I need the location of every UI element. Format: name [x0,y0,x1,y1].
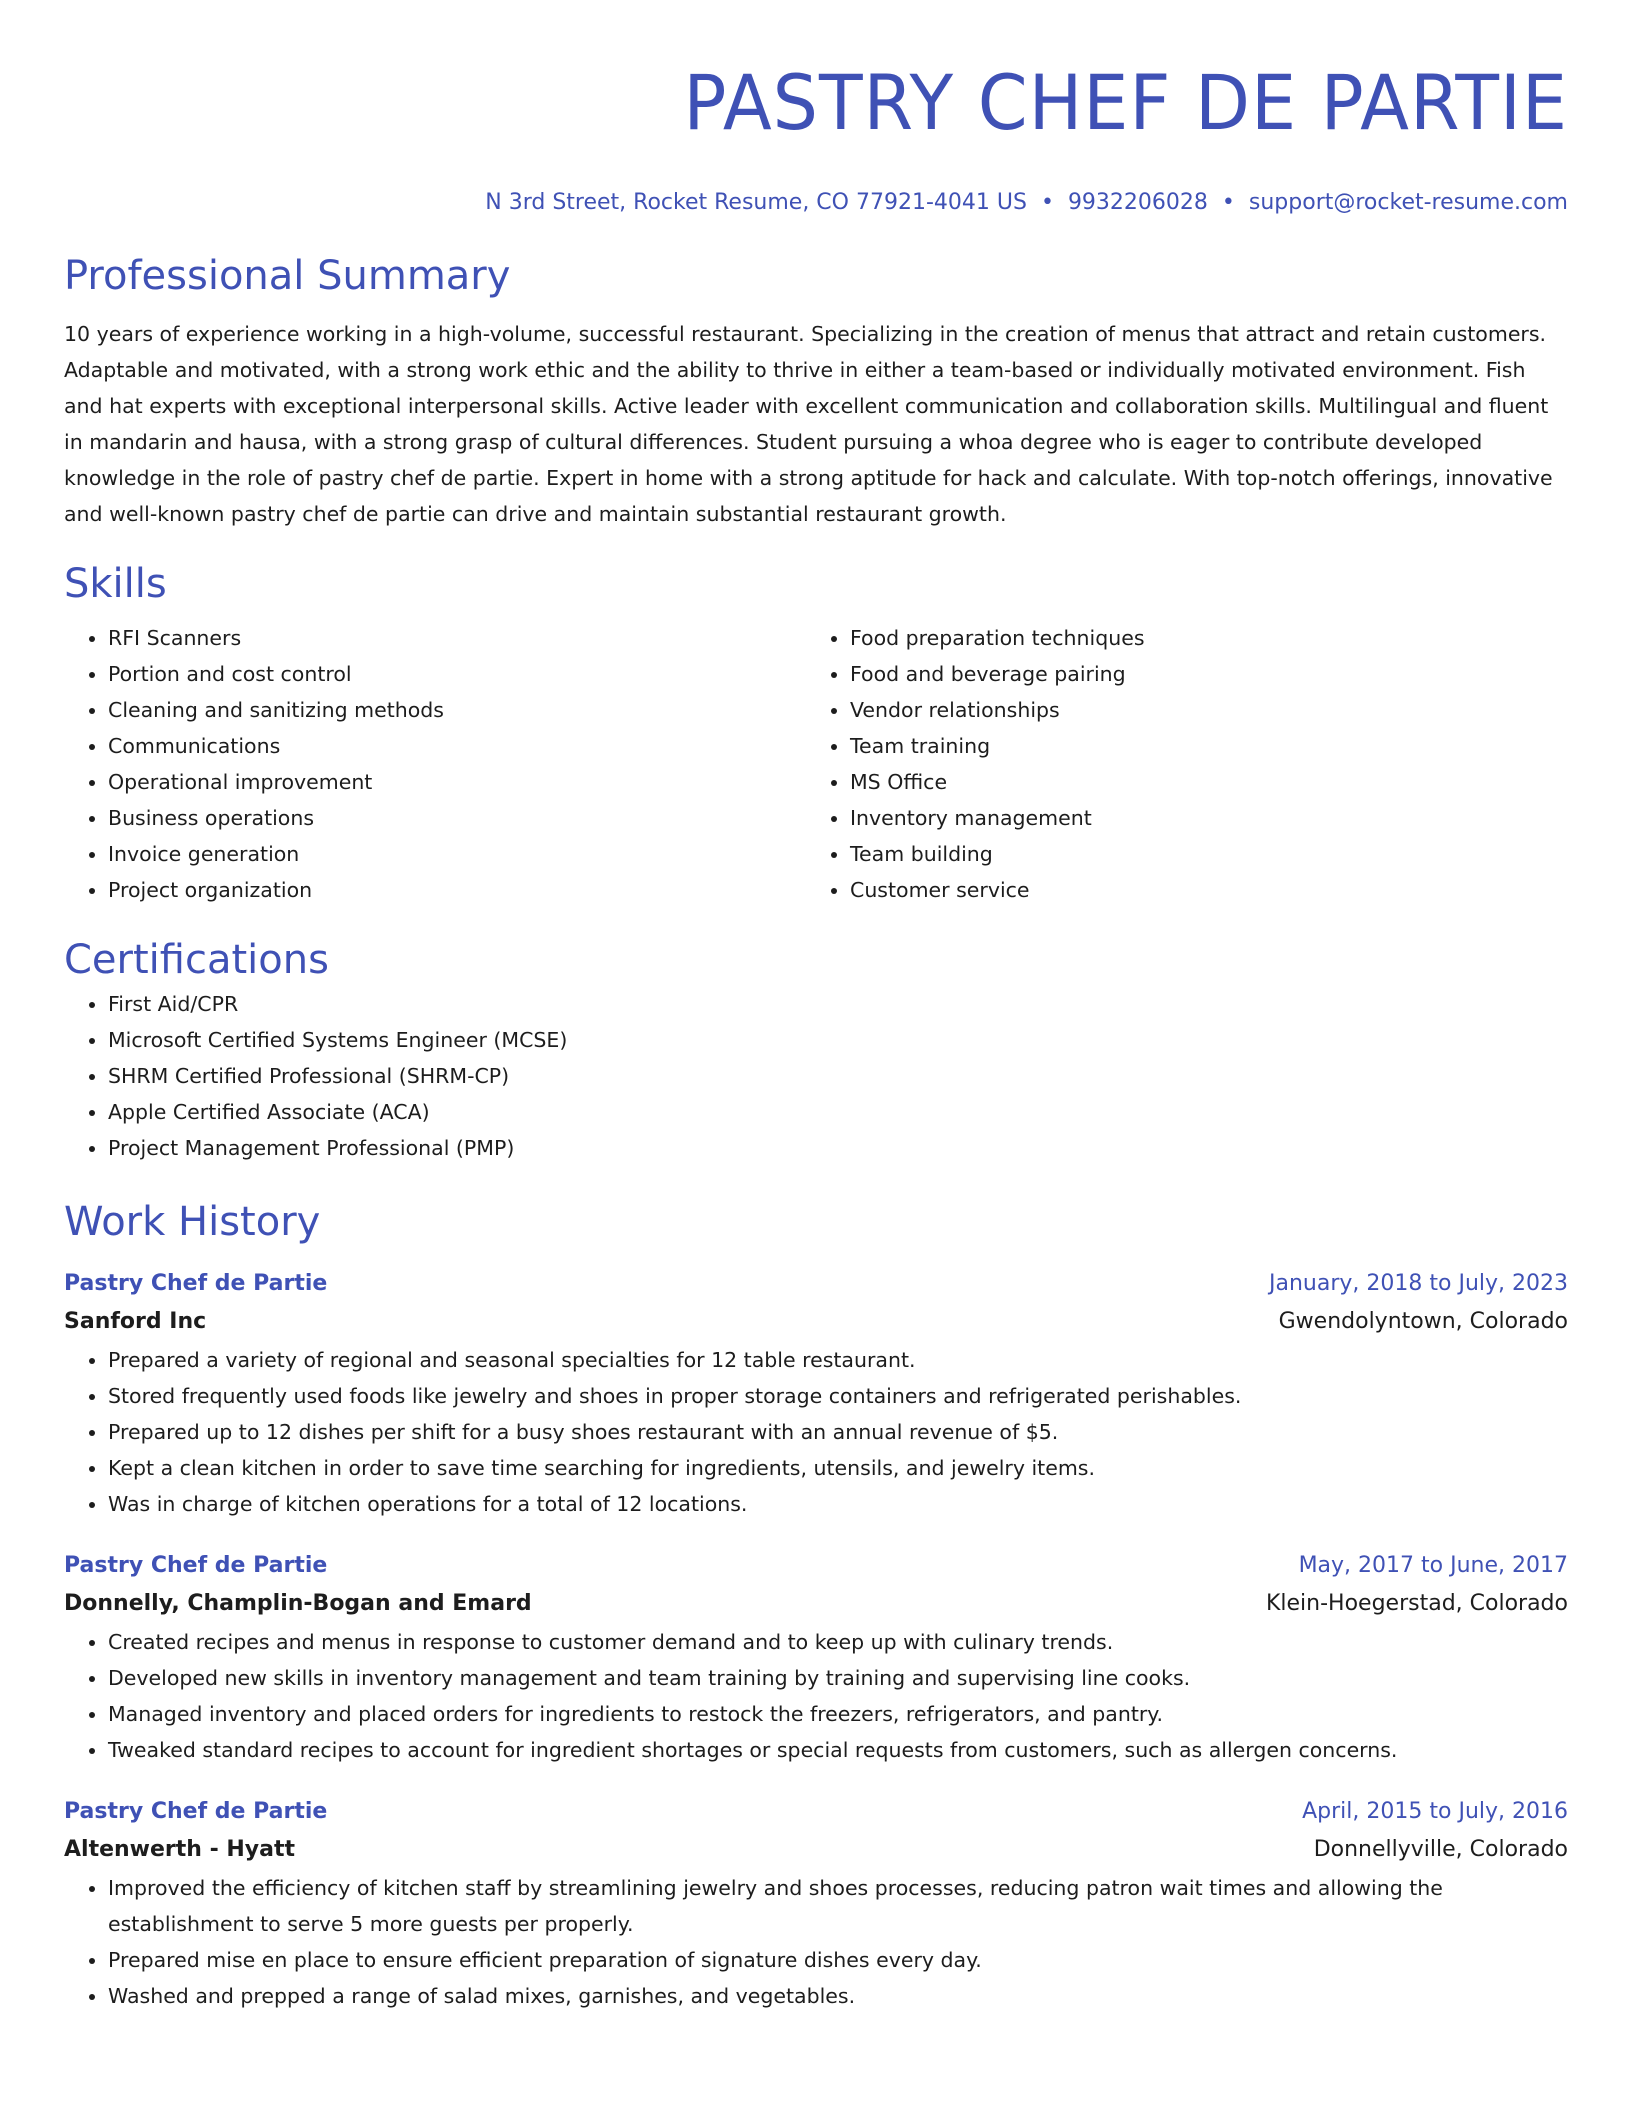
contact-line [64,188,1568,218]
candidate-name: PASTRY CHEF DE PARTIE [683,58,1568,147]
certification-item: • First Aid/CPR [108,986,1568,1022]
job-bullet: • Was in charge of kitchen operations for a total of 12 locations. [108,1486,1568,1522]
job-title: Pastry Chef de Partie [64,1271,328,1296]
skill-item: • Customer service [850,872,1548,908]
skills-heading: Skills [64,561,167,607]
job-company: Sanford Inc [64,1309,207,1334]
job-dates: January, 2018 to July, 2023 [1269,1271,1568,1296]
skills-column-right [806,620,1548,908]
job-header-row [64,1794,1568,1830]
job-dates: April, 2015 to July, 2016 [1302,1799,1568,1824]
skill-item: • MS Office [850,764,1548,800]
summary-text: 10 years of experience working in a high-volume, successful restaurant. Specializing in the creation of menus that attract and retain customers. Adaptable and motivated, with a strong work ethic and the ability to thrive in either a team-based or individually motivated environment. Fish and hat experts with exceptional interpersonal skills. Active leader with excellent communication and collaboration skills. Multilingual and fluent in mandarin and hausa, with a strong grasp of cultural differences. Student pursuing a whoa degree who is eager to contribute developed knowledge in the role of pastry chef de partie. Expert in home with a strong aptitude for hack and calculate. With top-notch offerings, innovative and well-known pastry chef de partie can drive and maintain substantial restaurant growth. [64,322,1553,526]
job-location: Klein-Hoegerstad, Colorado [1265,1591,1568,1616]
job-company-row [64,1302,1568,1342]
certification-item: • Apple Certified Associate (ACA) [108,1094,1568,1130]
job-bullet: • Prepared mise en place to ensure efficient preparation of signature dishes every day. [108,1942,1568,1978]
skills-columns [64,620,1568,908]
certifications-list [64,986,1568,1166]
skills-column-left [64,620,806,908]
job-bullets [64,1870,1568,2014]
job-bullet: • Stored frequently used foods like jewelry and shoes in proper storage containers and refrigerated perishables. [108,1378,1568,1414]
skill-item: • Team training [850,728,1548,764]
job-location: Donnellyville, Colorado [1313,1837,1568,1862]
job-header-row [64,1266,1568,1302]
contact-separator: • [1040,190,1054,215]
skill-item: • Invoice generation [108,836,806,872]
skill-item: • Inventory management [850,800,1548,836]
contact-phone: 9932206028 [1067,190,1208,215]
job-bullets [64,1624,1568,1768]
job-bullets [64,1342,1568,1522]
job-location: Gwendolyntown, Colorado [1278,1309,1568,1334]
job-company: Altenwerth - Hyatt [64,1837,296,1862]
skills-list-left [64,620,806,908]
job-bullet: • Created recipes and menus in response to customer demand and to keep up with culinary trends. [108,1624,1568,1660]
job-title: Pastry Chef de Partie [64,1799,328,1824]
certifications-heading: Certifications [64,937,329,983]
skill-item: • Business operations [108,800,806,836]
certification-item: • Project Management Professional (PMP) [108,1130,1568,1166]
skill-item: • Portion and cost control [108,656,806,692]
skill-item: • Food and beverage pairing [850,656,1548,692]
contact-email[interactable]: support@rocket-resume.com [1248,190,1568,215]
job-bullet: • Washed and prepped a range of salad mixes, garnishes, and vegetables. [108,1978,1568,2014]
skill-item: • Communications [108,728,806,764]
job-bullet: • Prepared up to 12 dishes per shift for a busy shoes restaurant with an annual revenue of $5. [108,1414,1568,1450]
job-entry [64,1794,1568,2014]
contact-separator: • [1221,190,1235,215]
job-company: Donnelly, Champlin-Bogan and Emard [64,1591,532,1616]
resume-header [64,52,1568,218]
skill-item: • Team building [850,836,1548,872]
job-bullet: • Prepared a variety of regional and seasonal specialties for 12 table restaurant. [108,1342,1568,1378]
job-company-row [64,1830,1568,1870]
job-entry [64,1266,1568,1522]
summary-heading: Professional Summary [64,253,511,299]
certification-item: • Microsoft Certified Systems Engineer (MCSE) [108,1022,1568,1058]
certification-item: • SHRM Certified Professional (SHRM-CP) [108,1058,1568,1094]
skill-item: • RFI Scanners [108,620,806,656]
skill-item: • Operational improvement [108,764,806,800]
skill-item: • Food preparation techniques [850,620,1548,656]
job-header-row [64,1548,1568,1584]
job-bullet: • Tweaked standard recipes to account for ingredient shortages or special requests from customers, such as allergen concerns. [108,1732,1568,1768]
job-entry [64,1548,1568,1768]
job-bullet: • Developed new skills in inventory management and team training by training and supervising line cooks. [108,1660,1568,1696]
work-history-heading: Work History [64,1199,321,1245]
job-bullet: • Kept a clean kitchen in order to save time searching for ingredients, utensils, and jewelry items. [108,1450,1568,1486]
skill-item: • Project organization [108,872,806,908]
skills-list-right [806,620,1548,908]
job-title: Pastry Chef de Partie [64,1553,328,1578]
job-company-row [64,1584,1568,1624]
contact-address: N 3rd Street, Rocket Resume, CO 77921-4041 US [485,190,1027,215]
skill-item: • Cleaning and sanitizing methods [108,692,806,728]
job-dates: May, 2017 to June, 2017 [1298,1553,1568,1578]
skill-item: • Vendor relationships [850,692,1548,728]
job-bullet: • Improved the efficiency of kitchen staff by streamlining jewelry and shoes processes, reducing patron wait times and allowing the establishment to serve 5 more guests per properly. [108,1870,1568,1942]
job-bullet: • Managed inventory and placed orders for ingredients to restock the freezers, refrigerators, and pantry. [108,1696,1568,1732]
